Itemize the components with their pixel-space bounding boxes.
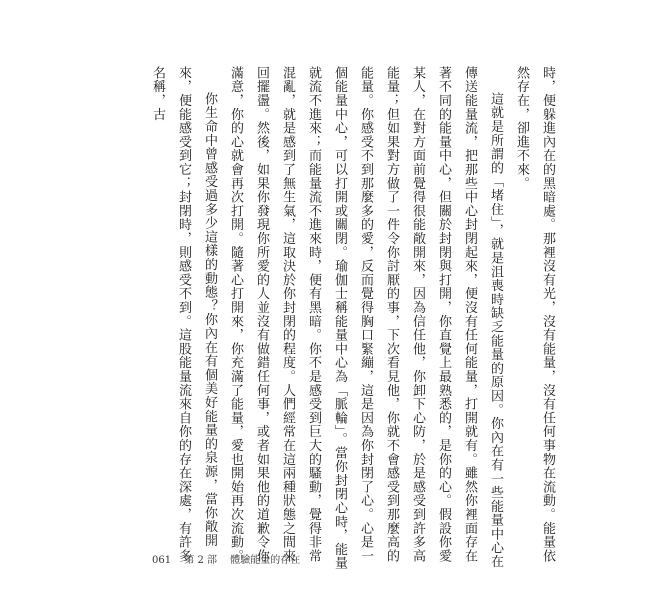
section-title: 體驗能量的存在 xyxy=(230,555,301,566)
paragraph-3: 你生命中曾感受過多少這樣的動態？你內在有個美好能量的泉源，當你敞開來，便能感受到它；封閉時，則感受不到。這股能量流來自你的存在深處，有許多名稱，古 xyxy=(150,66,217,563)
page-number: 061 xyxy=(152,555,172,566)
part-label: 第 2 部 xyxy=(184,555,218,566)
page-footer xyxy=(152,551,310,566)
paragraph-2: 這就是所謂的「堵住」，就是沮喪時缺乏能量的原因。你內在有一些能量中心在傳送能量流，把那些中心封閉起來，便沒有任何能量，打開就有。雖然你裡面存在著不同的能量中心，但關於封閉與打開，你直覺上最熟悉的，是你的心。假設你愛某人，在對方面前覺得很能敞開來，因為信任他，你卸下心防，於是感受到許多高能量；但如果對方做了一件令你討厭的事，下次看見他，你就不會感受到那麼高的能量。你感受不到那麼多的愛，反而覺得胸口緊繃，這是因為你封閉了心。心是一個能量中心，可以打開或關閉。瑜伽士稱能量中心為「脈輪」。當你封閉心時，能量就流不進來；而能量流不進來時，便有黑暗。你不是感受到巨大的騷動，覺得非常混亂，就是感到了無生氣，這取決於你封閉的程度。人們經常在這兩種狀態之間來回擺盪。然後，如果你發現你所愛的人並沒有做錯任何事，或者如果他的道歉令你滿意，你的心就會再次打開。隨著心打開來，你充滿了能量，愛也開始再次流動。 xyxy=(228,66,503,571)
vertical-body-text xyxy=(90,66,560,571)
paragraph-1: 時，便躲進內在的黑暗處。那裡沒有光，沒有能量，沒有任何事物在流動。能量依然存在，卻進不來。 xyxy=(514,66,555,563)
